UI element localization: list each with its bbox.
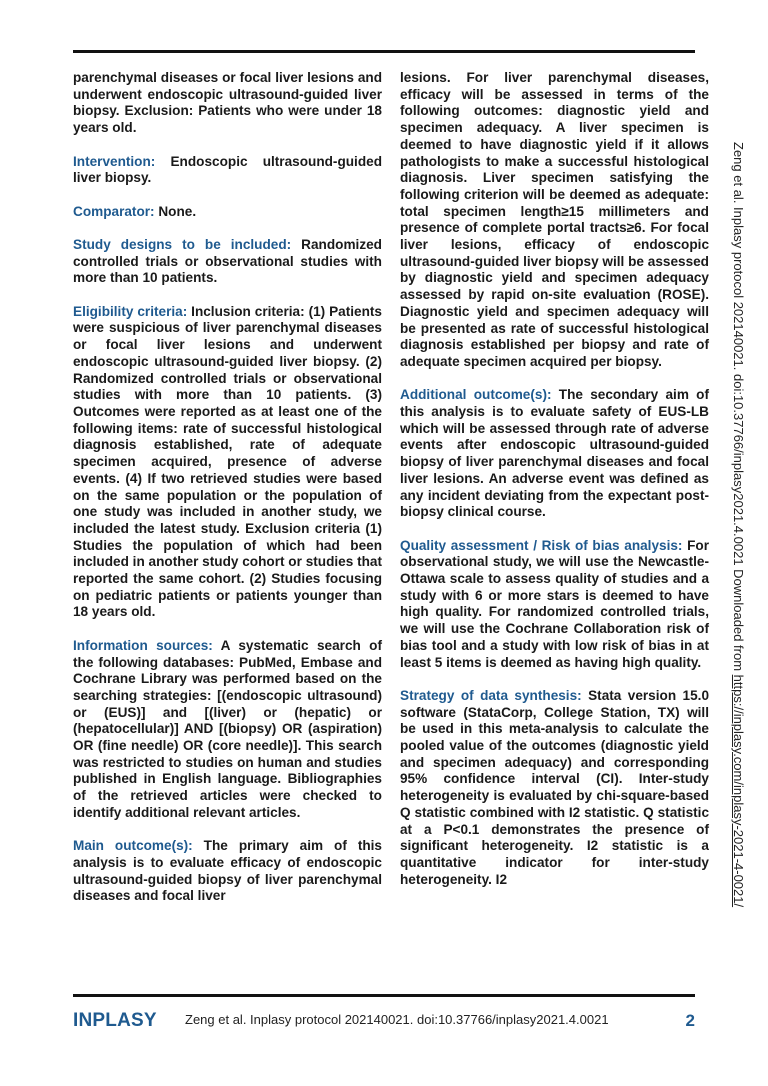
section-body: Stata version 15.0 software (StataCorp, College Station, TX) will be used in this meta-analysis to calculate the pooled value of the outcomes (diagnostic yield and specimen adequacy) and corresponding 95% confidence interval (CI). Inter-study heterogeneity is evaluated by chi-square-based Q statistic combined with I2 statistic. Q statistic at a P<0.1 demonstrates the presence of significant heterogeneity. I2 statistic is a quantitative indicator for inter-study heterogeneity. I2 [400, 687, 710, 887]
section-study-designs [73, 237, 382, 287]
section-body: For observational study, we will use the Newcastle-Ottawa scale to assess quality of studies and a study with 6 or more stars is deemed to have high quality. For randomized controlled trials, we will use the Cochrane Collaboration risk of bias tool and a study with low risk of bias in at least 5 items is deemed as having high quality. [400, 537, 709, 670]
section-label: Eligibility criteria: [73, 303, 188, 319]
header-rule [73, 50, 695, 53]
section-body: Endoscopic ultrasound-guided liver biopsy. [73, 153, 382, 186]
section-body: Randomized controlled trials or observational studies with more than 10 patients. [73, 236, 382, 286]
left-column [73, 70, 382, 922]
section-quality-assessment [400, 538, 709, 672]
download-link[interactable]: https://inplasy.com/inplasy-2021-4-0021/ [731, 674, 746, 908]
page-number: 2 [685, 1011, 695, 1030]
watermark-text: Zeng et al. Inplasy protocol 202140021. doi:10.37766/inplasy2021.4.0021 Downloaded from [731, 142, 746, 675]
section-comparator [73, 204, 382, 221]
download-watermark [730, 142, 746, 912]
section-label: Study designs to be included: [73, 236, 292, 252]
section-main-outcomes [73, 838, 382, 905]
paragraph-main-outcomes-continued [400, 70, 709, 371]
section-information-sources [73, 638, 382, 822]
paragraph-population-continued [73, 70, 382, 137]
section-label: Information sources: [73, 637, 213, 653]
paragraph-body: parenchymal diseases or focal liver lesions and underwent endoscopic ultrasound-guided liver biopsy. Exclusion: Patients who were under 18 years old. [73, 70, 382, 136]
section-data-synthesis [400, 688, 709, 888]
section-label: Additional outcome(s): [400, 387, 552, 403]
section-eligibility-criteria [73, 304, 382, 621]
section-body: The secondary aim of this analysis is to evaluate safety of EUS-LB which will be assessed through rate of adverse events after endoscopic ultrasound-guided biopsy of liver parenchymal diseases and focal liver lesions. An adverse event was defined as any incident deviating from the expectant post-biopsy clinical course. [400, 387, 710, 520]
section-label: Comparator: [73, 203, 155, 219]
section-label: Main outcome(s): [73, 838, 193, 854]
page-footer [73, 1010, 695, 1036]
section-body: A systematic search of the following databases: PubMed, Embase and Cochrane Library was performed based on the searching strategies: [(endoscopic ultrasound) or (EUS)] and [(liver) or (hepatic) or (hepatocellular)] AND [(biopsy) OR (aspiration) OR (fine needle) OR (core needle)]. This search was restricted to studies on human and studies published in English language. Bibliographies of the retrieved articles were checked to identify additional relevant articles. [73, 637, 383, 820]
section-label: Intervention: [73, 153, 156, 169]
brand-logo: INPLASY [73, 1010, 157, 1031]
section-label: Quality assessment / Risk of bias analysis: [400, 537, 683, 553]
section-intervention [73, 154, 382, 187]
right-column [400, 70, 709, 905]
section-body: None. [154, 203, 197, 219]
section-body: Inclusion criteria: (1) Patients were suspicious of liver parenchymal diseases or focal liver lesions and underwent endoscopic ultrasound-guided liver biopsy. (2) Randomized controlled trials or observational studies with more than 10 patients. (3) Outcomes were reported as at least one of the following items: rate of successful histological diagnosis established, rate of adequate specimen acquired, presence of adverse events. (4) If two retrieved studies were based on the same population or the population of one study was included in another study, we included the latest study. Exclusion criteria (1) Studies the population of which had been included in another study cohort or studies that reported the same cohort. (2) Studies focusing on pediatric patients or patients younger than 18 years old. [73, 303, 382, 620]
paragraph-body: lesions. For liver parenchymal diseases, efficacy will be assessed in terms of the following outcomes: diagnostic yield and specimen adequacy. A liver specimen is deemed to have diagnostic yield if it allows pathologists to make a successful histological diagnosis. Liver specimen satisfying the following criterion will be deemed as adequate: total specimen length≥15 millimeters and presence of complete portal tracts≥6. For focal liver lesions, efficacy of endoscopic ultrasound-guided liver biopsy will be assessed by diagnostic yield and specimen adequacy assessed by rapid on-site evaluation (ROSE). Diagnostic yield and specimen adequacy will be presented as rate of successful histological diagnosis established per biopsy and rate of adequate specimen acquired per biopsy. [400, 70, 709, 369]
section-body: The primary aim of this analysis is to evaluate efficacy of endoscopic ultrasound-guided biopsy of liver parenchymal diseases and focal liver [73, 838, 382, 904]
section-additional-outcomes [400, 387, 709, 521]
section-label: Strategy of data synthesis: [400, 687, 582, 703]
footer-citation: Zeng et al. Inplasy protocol 202140021. doi:10.37766/inplasy2021.4.0021 [185, 1012, 609, 1027]
footer-rule [73, 994, 695, 997]
